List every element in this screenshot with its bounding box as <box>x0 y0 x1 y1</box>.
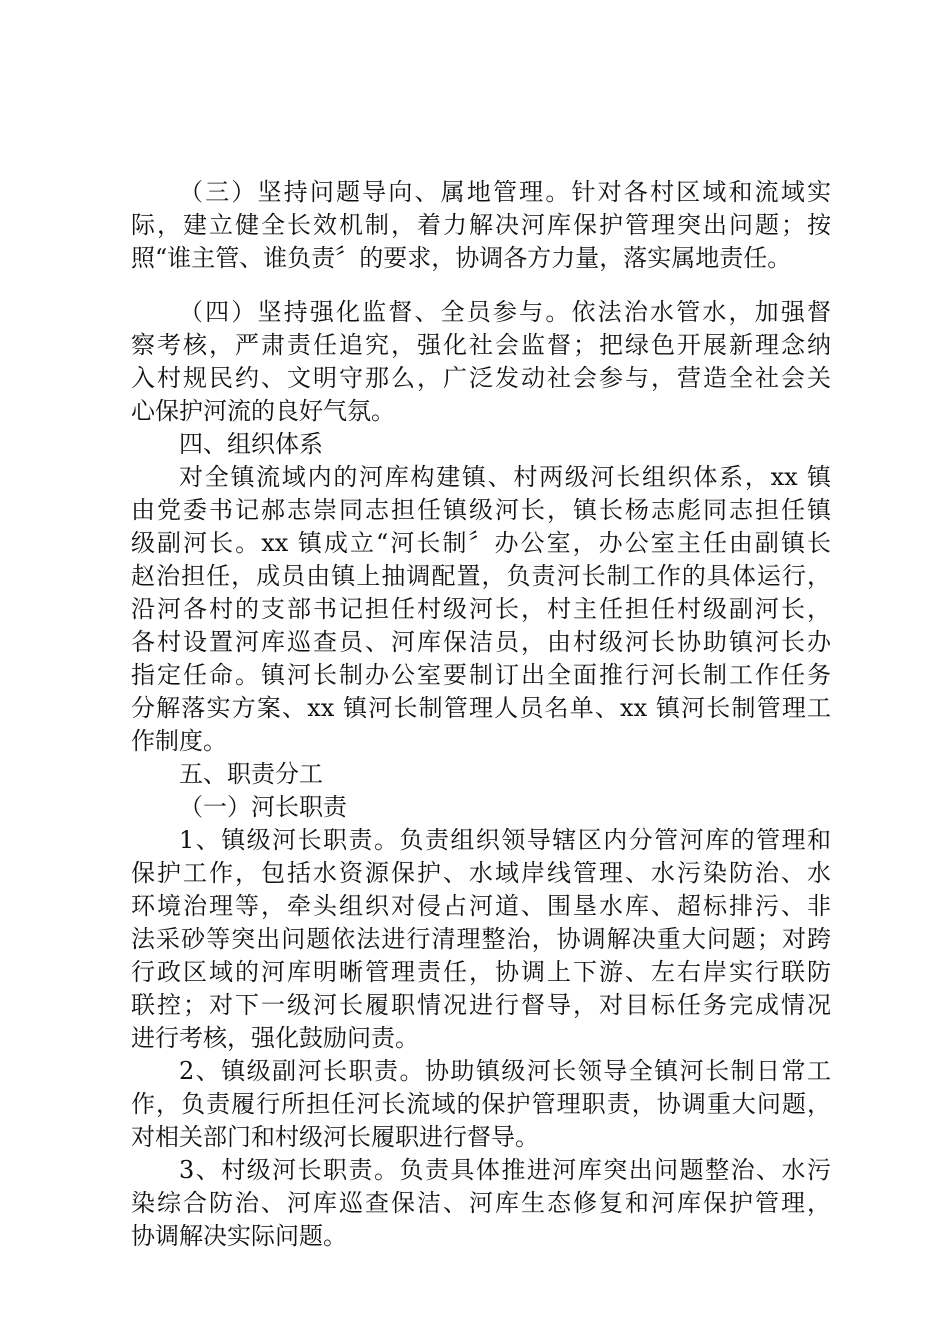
paragraph-4-line-2: 察考核，严肃责任追究，强化社会监督；把绿色开展新理念纳 <box>131 331 831 359</box>
duty-1-line-1: 1、镇级河长职责。负责组织领导辖区内分管河库的管理和 <box>179 826 831 854</box>
duty-3-line-1: 3、村级河长职责。负责具体推进河库突出问题整治、水污 <box>179 1156 831 1184</box>
section-heading-duties: 五、职责分工 <box>179 760 323 788</box>
organization-line-1: 对全镇流域内的河库构建镇、村两级河长组织体系，xx 镇 <box>179 463 831 491</box>
duty-2-line-3: 对相关部门和村级河长履职进行督导。 <box>131 1123 539 1151</box>
duty-1-line-6: 联控；对下一级河长履职情况进行督导，对目标任务完成情况 <box>131 991 831 1019</box>
organization-line-4: 赵治担任，成员由镇上抽调配置，负责河长制工作的具体运行， <box>131 562 831 590</box>
duty-1-line-7: 进行考核，强化鼓励问责。 <box>131 1024 419 1052</box>
paragraph-4-line-3: 入村规民约、文明守那么，广泛发动社会参与，营造全社会关 <box>131 364 831 392</box>
duty-3-line-3: 协调解决实际问题。 <box>131 1222 347 1250</box>
organization-line-8: 分解落实方案、xx 镇河长制管理人员名单、xx 镇河长制管理工 <box>131 694 831 722</box>
paragraph-3-line-3: 照“谁主管、谁负责〞的要求，协调各方力量，落实属地责任。 <box>131 244 792 272</box>
duty-1-line-4: 法采砂等突出问题依法进行清理整治，协调解决重大问题；对跨 <box>131 925 831 953</box>
organization-line-5: 沿河各村的支部书记担任村级河长，村主任担任村级副河长， <box>131 595 831 623</box>
duty-2-line-2: 作，负责履行所担任河长流域的保护管理职责，协调重大问题， <box>131 1090 831 1118</box>
organization-line-9: 作制度。 <box>131 727 227 755</box>
paragraph-4-line-1: （四）坚持强化监督、全员参与。依法治水管水，加强督 <box>179 298 831 326</box>
paragraph-3-line-2: 际，建立健全长效机制，着力解决河库保护管理突出问题；按 <box>131 211 831 239</box>
duty-2-line-1: 2、镇级副河长职责。协助镇级河长领导全镇河长制日常工 <box>179 1057 831 1085</box>
paragraph-4-line-4: 心保护河流的良好气氛。 <box>131 397 395 425</box>
organization-line-3: 级副河长。xx 镇成立“河长制〞办公室，办公室主任由副镇长 <box>131 529 831 557</box>
subsection-heading-river-chief: （一）河长职责 <box>179 793 347 821</box>
section-heading-organization: 四、组织体系 <box>179 430 323 458</box>
organization-line-7: 指定任命。镇河长制办公室要制订出全面推行河长制工作任务 <box>131 661 831 689</box>
paragraph-3-line-1: （三）坚持问题导向、属地管理。针对各村区域和流域实 <box>179 178 831 206</box>
duty-1-line-2: 保护工作，包括水资源保护、水域岸线管理、水污染防治、水 <box>131 859 831 887</box>
duty-3-line-2: 染综合防治、河库巡查保洁、河库生态修复和河库保护管理， <box>131 1189 831 1217</box>
organization-line-2: 由党委书记郝志崇同志担任镇级河长，镇长杨志彪同志担任镇 <box>131 496 831 524</box>
duty-1-line-3: 环境治理等，牵头组织对侵占河道、围垦水库、超标排污、非 <box>131 892 831 920</box>
duty-1-line-5: 行政区域的河库明晰管理责任，协调上下游、左右岸实行联防 <box>131 958 831 986</box>
organization-line-6: 各村设置河库巡查员、河库保洁员，由村级河长协助镇河长办 <box>131 628 831 656</box>
